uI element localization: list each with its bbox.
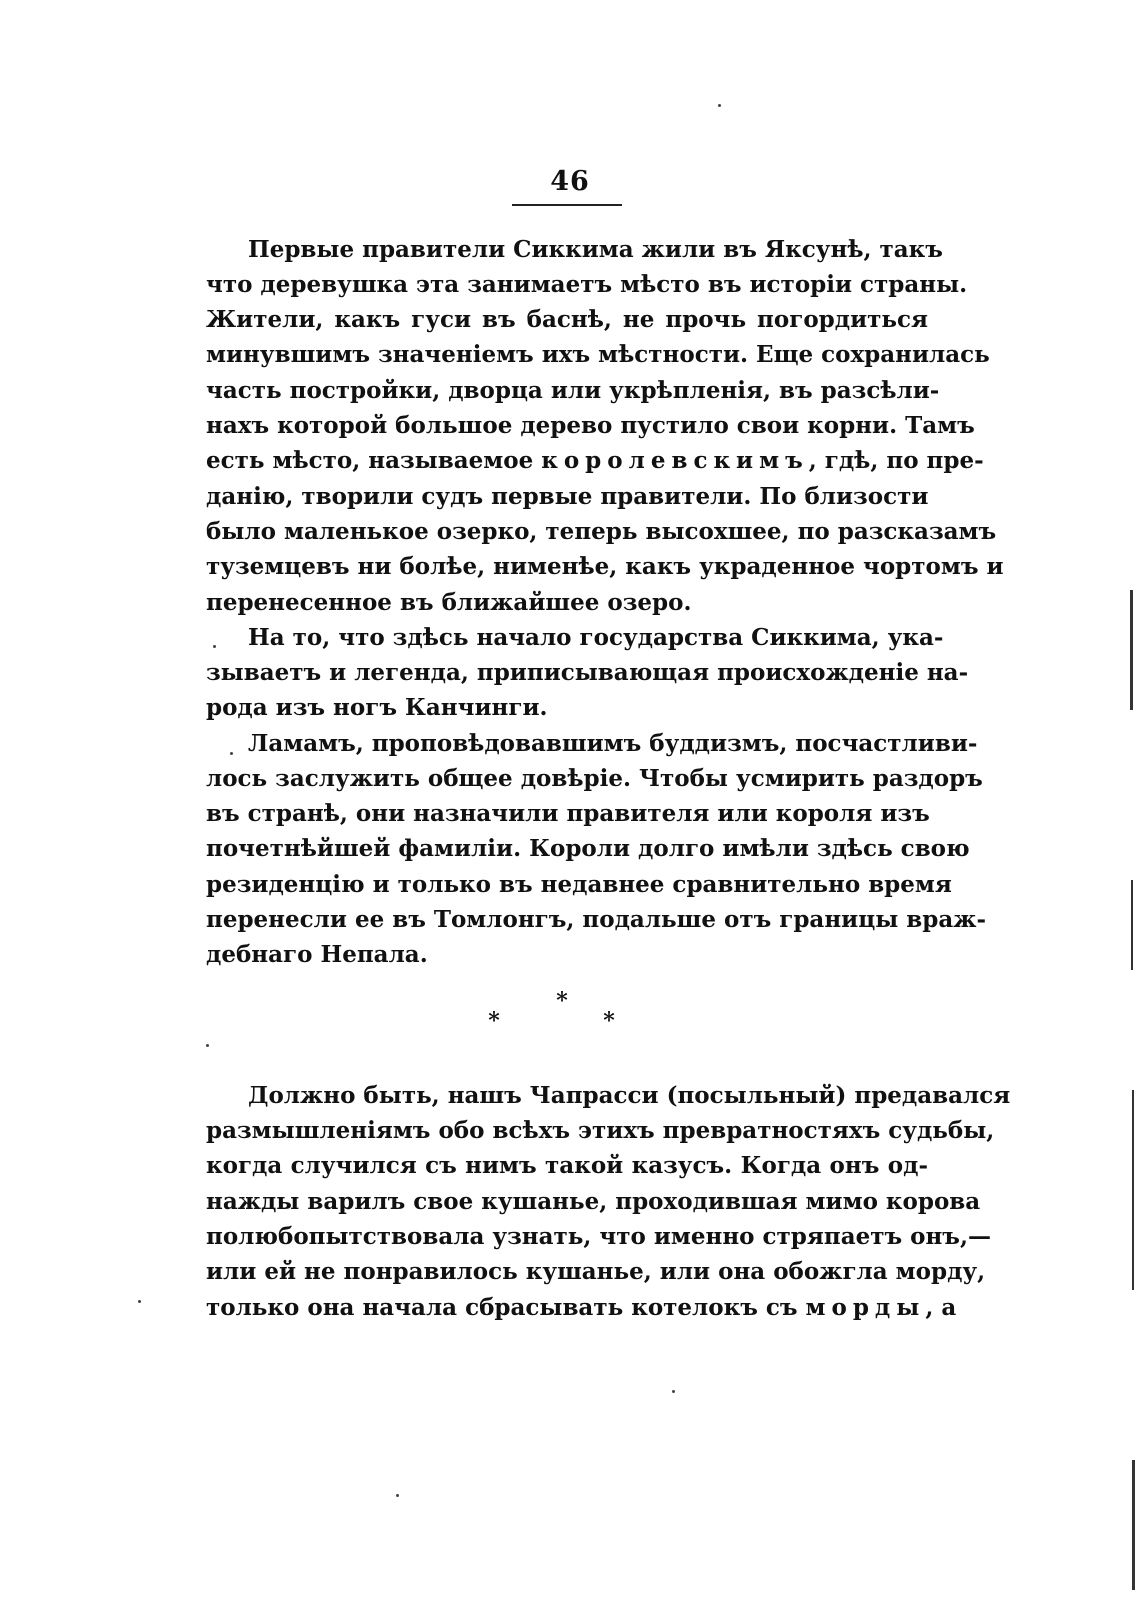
scan-speck [396,1494,399,1497]
spaced-word: морды [805,1294,926,1321]
text-line: данію, творили судъ первые правители. По близости [206,483,929,510]
text-line: Ламамъ, проповѣдовавшимъ буддизмъ, посчастливи- [248,730,978,757]
text-line: На то, что здѣсь начало государства Сиккима, ука- [248,624,944,651]
text-line: нахъ которой большое дерево пустило свои корни. Тамъ [206,412,975,439]
scan-speck [718,104,721,107]
scan-speck [672,1390,675,1393]
text-line: было маленькое озерко, теперь высохшее, по разсказамъ [206,518,997,545]
page-edge-shadow [1131,880,1133,970]
page-number-rule [512,204,622,206]
asterism-star: * [488,1008,500,1034]
text-line: въ странѣ, они назначили правителя или короля изъ [206,800,930,827]
text-line: туземцевъ ни болѣе, нименѣе, какъ украденное чортомъ и [206,553,1004,580]
text-line: резиденцію и только въ недавнее сравнительно время [206,871,952,898]
scan-speck [206,1044,209,1047]
scan-speck [213,645,216,648]
text-run: , гдѣ, по пре- [808,447,984,474]
text-line: рода изъ ногъ Канчинги. [206,694,548,721]
text-line-spaced [206,1290,957,1326]
asterism-star: * [603,1008,615,1034]
text-line-spaced [206,443,984,479]
page-number: 46 [550,166,590,197]
text-line: минувшимъ значеніемъ ихъ мѣстности. Еще сохранилась [206,341,990,368]
text-line: зываетъ и легенда, приписывающая происхожденіе на- [206,659,969,686]
page-edge-shadow [1130,590,1133,710]
asterism-star: * [556,988,568,1014]
text-line: Жители, какъ гуси въ баснѣ, не прочь погордиться [206,306,928,333]
scan-speck [230,752,233,755]
text-line: или ей не понравилось кушанье, или она обожгла морду, [206,1258,986,1285]
page-edge-shadow [1132,1090,1134,1290]
text-line: размышленіямъ обо всѣхъ этихъ превратностяхъ судьбы, [206,1117,995,1144]
text-line: Должно быть, нашъ Чапрасси (посыльный) предавался [248,1082,1011,1109]
spaced-word: королевскимъ [541,447,809,474]
text-line: перенесли ее въ Томлонгъ, подальше отъ границы враж- [206,906,987,933]
text-line: полюбопытствовала узнать, что именно стряпаетъ онъ,— [206,1223,991,1250]
text-line: перенесенное въ ближайшее озеро. [206,589,692,616]
text-line: часть постройки, дворца или укрѣпленія, въ разсѣли- [206,377,940,404]
text-line: лось заслужить общее довѣріе. Чтобы усмирить раздоръ [206,765,983,792]
text-run: , а [925,1294,957,1321]
text-line: дебнаго Непала. [206,941,428,968]
text-run: есть мѣсто, называемое [206,447,534,474]
scan-speck [138,1300,141,1303]
text-line: нажды варилъ свое кушанье, проходившая мимо корова [206,1188,981,1215]
text-run: только она начала сбрасывать котелокъ съ [206,1294,798,1321]
page-edge-shadow [1132,1460,1135,1590]
text-line: почетнѣйшей фамиліи. Короли долго имѣли здѣсь свою [206,835,970,862]
text-line: что деревушка эта занимаетъ мѣсто въ исторіи страны. [206,271,968,298]
text-line: когда случился съ нимъ такой казусъ. Когда онъ од- [206,1152,928,1179]
text-line: Первые правители Сиккима жили въ Яксунѣ, такъ [248,236,943,263]
